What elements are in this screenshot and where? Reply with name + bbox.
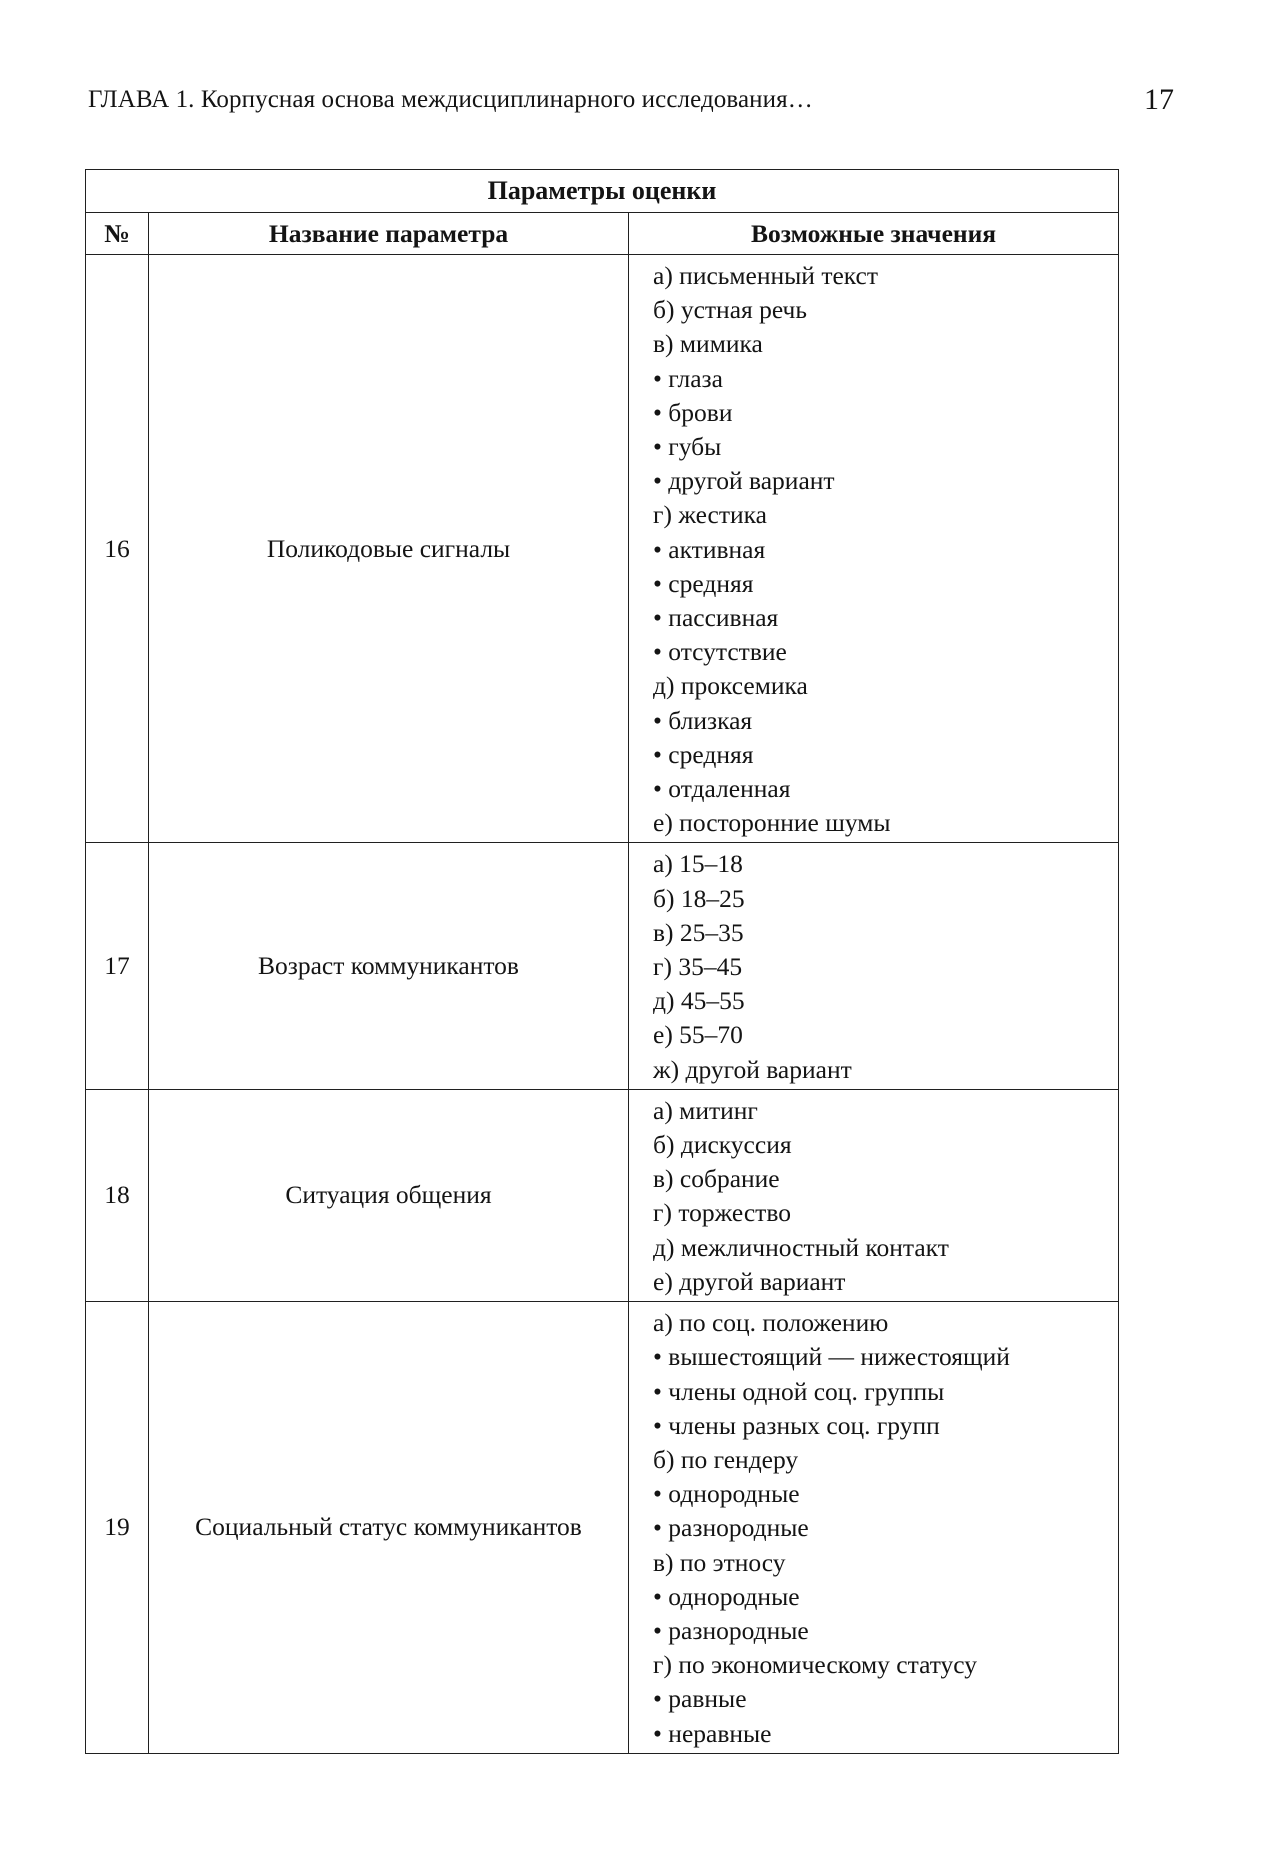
value-item: е) 55–70	[653, 1020, 743, 1050]
value-item: • однородные	[653, 1581, 800, 1611]
value-item: а) по соц. положению	[653, 1308, 889, 1338]
value-item: а) письменный текст	[653, 261, 879, 290]
value-item: • вышестоящий — нижестоящий	[653, 1342, 1010, 1372]
values-list	[653, 847, 1114, 1086]
value-item: • отсутствие	[653, 637, 787, 667]
parameters-table	[85, 169, 1119, 1754]
value-item: • средняя	[653, 739, 754, 769]
value-item: • разнородные	[653, 1513, 809, 1543]
value-item: • брови	[653, 397, 733, 427]
row-number: 16	[86, 255, 149, 843]
value-item: е) другой вариант	[653, 1266, 846, 1296]
value-item: • члены одной соц. группы	[653, 1376, 945, 1406]
value-item: д) проксемика	[653, 671, 808, 701]
page-number: 17	[1144, 83, 1174, 116]
value-item: • глаза	[653, 363, 723, 393]
values-list	[653, 1094, 1114, 1299]
value-item: в) 25–35	[653, 917, 744, 947]
value-item: • пассивная	[653, 603, 779, 633]
column-header-parameter-name: Название параметра	[149, 213, 629, 255]
values-list	[653, 259, 1114, 840]
row-number: 18	[86, 1089, 149, 1301]
table-row	[86, 1089, 1119, 1301]
parameter-name: Возраст коммуникантов	[149, 843, 629, 1089]
column-header-possible-values: Возможные значения	[629, 213, 1119, 255]
table-body	[86, 255, 1119, 1754]
running-head: ГЛАВА 1. Корпусная основа междисциплинарного исследования…	[88, 86, 813, 113]
value-item: • средняя	[653, 568, 754, 598]
value-item: а) 15–18	[653, 849, 743, 879]
value-item: в) собрание	[653, 1164, 780, 1194]
values-list	[653, 1306, 1114, 1751]
possible-values	[629, 843, 1119, 1089]
value-item: д) 45–55	[653, 986, 745, 1016]
value-item: • неравные	[653, 1718, 772, 1748]
value-item: • отдаленная	[653, 774, 791, 804]
table-row	[86, 1302, 1119, 1754]
value-item: • другой вариант	[653, 466, 835, 496]
column-header-number: №	[86, 213, 149, 255]
value-item: • однородные	[653, 1479, 800, 1509]
table-caption-row	[86, 170, 1119, 213]
value-item: ж) другой вариант	[653, 1054, 852, 1084]
value-item: • равные	[653, 1684, 747, 1714]
possible-values	[629, 255, 1119, 843]
parameter-name: Социальный статус коммуникантов	[149, 1302, 629, 1754]
parameter-name: Ситуация общения	[149, 1089, 629, 1301]
value-item: • близкая	[653, 705, 753, 735]
value-item: е) посторонние шумы	[653, 808, 891, 838]
value-item: б) дискуссия	[653, 1130, 792, 1160]
value-item: в) по этносу	[653, 1547, 786, 1577]
table-row	[86, 843, 1119, 1089]
value-item: • члены разных соц. групп	[653, 1410, 940, 1440]
value-item: г) 35–45	[653, 952, 743, 982]
value-item: д) межличностный контакт	[653, 1232, 949, 1262]
value-item: б) по гендеру	[653, 1444, 799, 1474]
parameter-name: Поликодовые сигналы	[149, 255, 629, 843]
possible-values	[629, 1302, 1119, 1754]
table-row	[86, 255, 1119, 843]
table-header-row	[86, 213, 1119, 255]
value-item: • активная	[653, 534, 766, 564]
possible-values	[629, 1089, 1119, 1301]
value-item: в) мимика	[653, 329, 763, 359]
value-item: г) торжество	[653, 1198, 791, 1228]
value-item: б) 18–25	[653, 883, 745, 913]
value-item: г) по экономическому статусу	[653, 1650, 978, 1680]
value-item: г) жестика	[653, 500, 767, 530]
row-number: 19	[86, 1302, 149, 1754]
table-caption: Параметры оценки	[86, 170, 1119, 213]
value-item: • губы	[653, 432, 722, 462]
value-item: а) митинг	[653, 1095, 758, 1125]
value-item: • разнородные	[653, 1615, 809, 1645]
value-item: б) устная речь	[653, 295, 808, 325]
row-number: 17	[86, 843, 149, 1089]
